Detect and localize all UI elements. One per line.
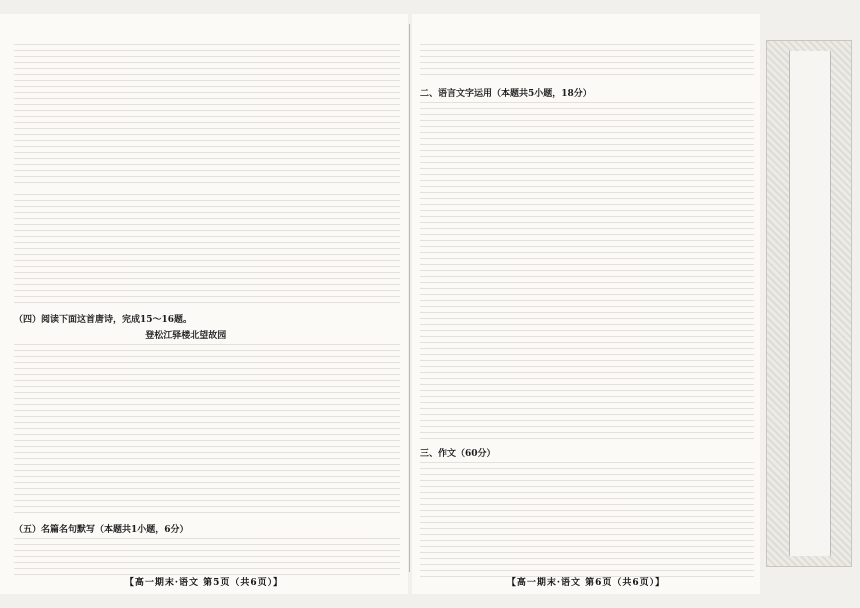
text-block (14, 538, 400, 578)
page-footer: 【高一期末·语文 第6页（共6页）】 (506, 578, 666, 588)
exam-page-6 (412, 14, 760, 594)
text-block (420, 44, 754, 80)
column-divider (409, 24, 410, 572)
page-5-body (14, 44, 400, 564)
section-heading: 二、语言文字运用（本题共5小题，18分） (420, 89, 592, 99)
text-block (14, 194, 400, 304)
poem-title: 登松江驿楼北望故园 (145, 331, 227, 341)
text-block (14, 44, 400, 184)
section-heading: （五）名篇名句默写（本题共1小题，6分） (14, 525, 189, 535)
text-block (420, 462, 754, 578)
section-heading: 三、作文（60分） (420, 449, 496, 459)
binding-strip (789, 51, 831, 556)
text-block (420, 102, 754, 440)
exam-page-5 (0, 14, 408, 594)
page-6-body (420, 44, 754, 564)
text-block (14, 344, 400, 514)
section-heading: （四）阅读下面这首唐诗，完成15～16题。 (14, 315, 193, 325)
page-footer: 【高一期末·语文 第5页（共6页）】 (124, 578, 284, 588)
binding-margin (766, 40, 852, 567)
